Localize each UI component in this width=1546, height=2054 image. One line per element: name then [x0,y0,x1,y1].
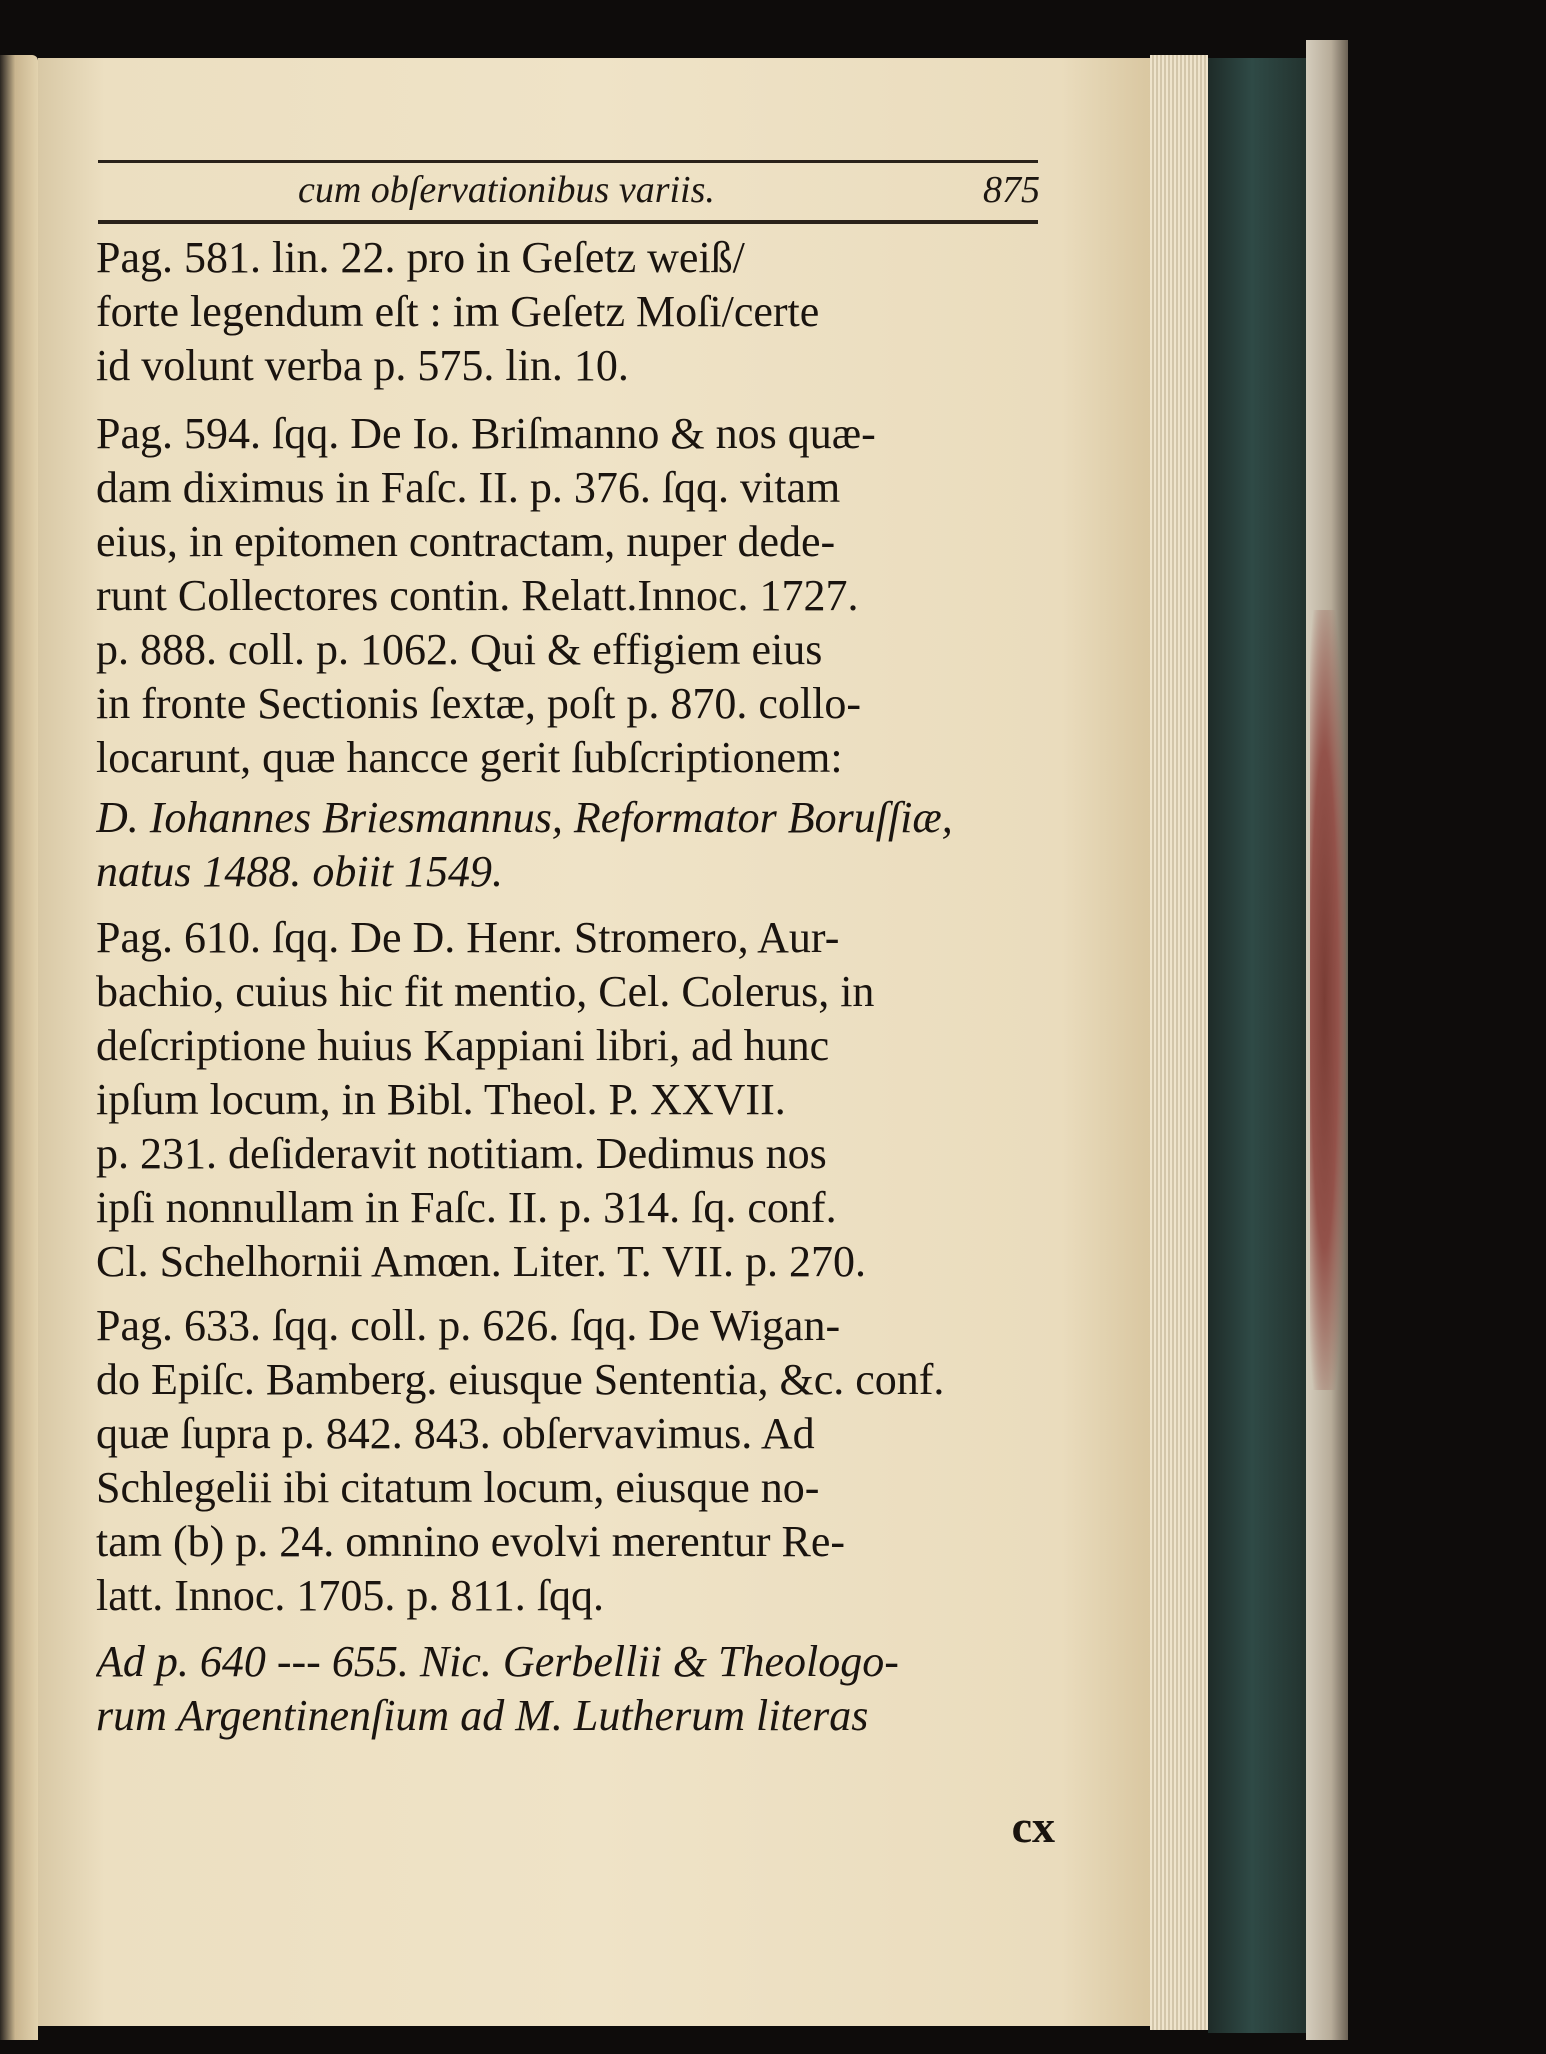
text-line: ipſum locum, in Bibl. Theol. P. XXVII. [96,1075,786,1124]
text-line: quæ ſupra p. 842. 843. obſervavimus. Ad [96,1409,815,1458]
text-line: deſcriptione huius Kappiani libri, ad hunc [96,1021,830,1070]
facing-page-edge [0,55,38,2040]
text-line: locarunt, quæ hancce gerit ſubſcriptionem: [96,733,843,782]
text-line: dam diximus in Faſc. II. p. 376. ſqq. vitam [96,463,841,512]
catchword: cx [1011,1801,1055,1852]
text-line: forte legendum eſt : im Geſetz Moſi/certe [96,287,820,336]
text-line: Pag. 594. ſqq. De Io. Briſmanno & nos quæ- [96,409,876,458]
text-line-italic: rum Argentinenſium ad M. Lutherum literas [96,1691,869,1740]
text-line: Pag. 610. ſqq. De D. Henr. Stromero, Aur- [96,913,840,962]
text-line: Schlegelii ibi citatum locum, eiusque no- [96,1463,820,1512]
text-line: tam (b) p. 24. omnino evolvi merentur Re- [96,1517,846,1566]
page-block-edge [1150,55,1208,2030]
text-line: eius, in epitomen contractam, nuper dede- [96,517,836,566]
text-line: do Epiſc. Bamberg. eiusque Sententia, &c. conf. [96,1355,945,1404]
text-line-italic: Ad p. 640 --- 655. Nic. Gerbellii & Theologo- [96,1637,899,1686]
header-rule-bottom [98,220,1038,224]
text-line-italic: natus 1488. obiit 1549. [96,847,504,896]
running-title: cum obſervationibus variis. [298,169,715,211]
text-line: Pag. 633. ſqq. coll. p. 626. ſqq. De Wigan- [96,1301,841,1350]
text-line: p. 888. coll. p. 1062. Qui & effigiem eius [96,625,823,674]
text-line: Cl. Schelhornii Amœn. Liter. T. VII. p. 270. [96,1237,866,1286]
cover-stain [1310,610,1346,1390]
text-line: in fronte Sectionis ſextæ, poſt p. 870. collo- [96,679,862,728]
text-line: id volunt verba p. 575. lin. 10. [96,341,629,390]
text-line: Pag. 581. lin. 22. pro in Geſetz weiß/ [96,233,745,282]
text-line: runt Collectores contin. Relatt.Innoc. 1727. [96,571,859,620]
book-spine [1208,58,1306,2033]
text-line-italic: D. Iohannes Briesmannus, Reformator Boruſſiæ, [96,793,953,842]
page-number: 875 [983,169,1040,211]
header-rule-top [98,160,1038,163]
text-line: p. 231. deſideravit notitiam. Dedimus nos [96,1129,827,1178]
text-line: bachio, cuius hic fit mentio, Cel. Colerus, in [96,967,875,1016]
text-line: latt. Innoc. 1705. p. 811. ſqq. [96,1571,604,1620]
text-line: ipſi nonnullam in Faſc. II. p. 314. ſq. conf. [96,1183,837,1232]
